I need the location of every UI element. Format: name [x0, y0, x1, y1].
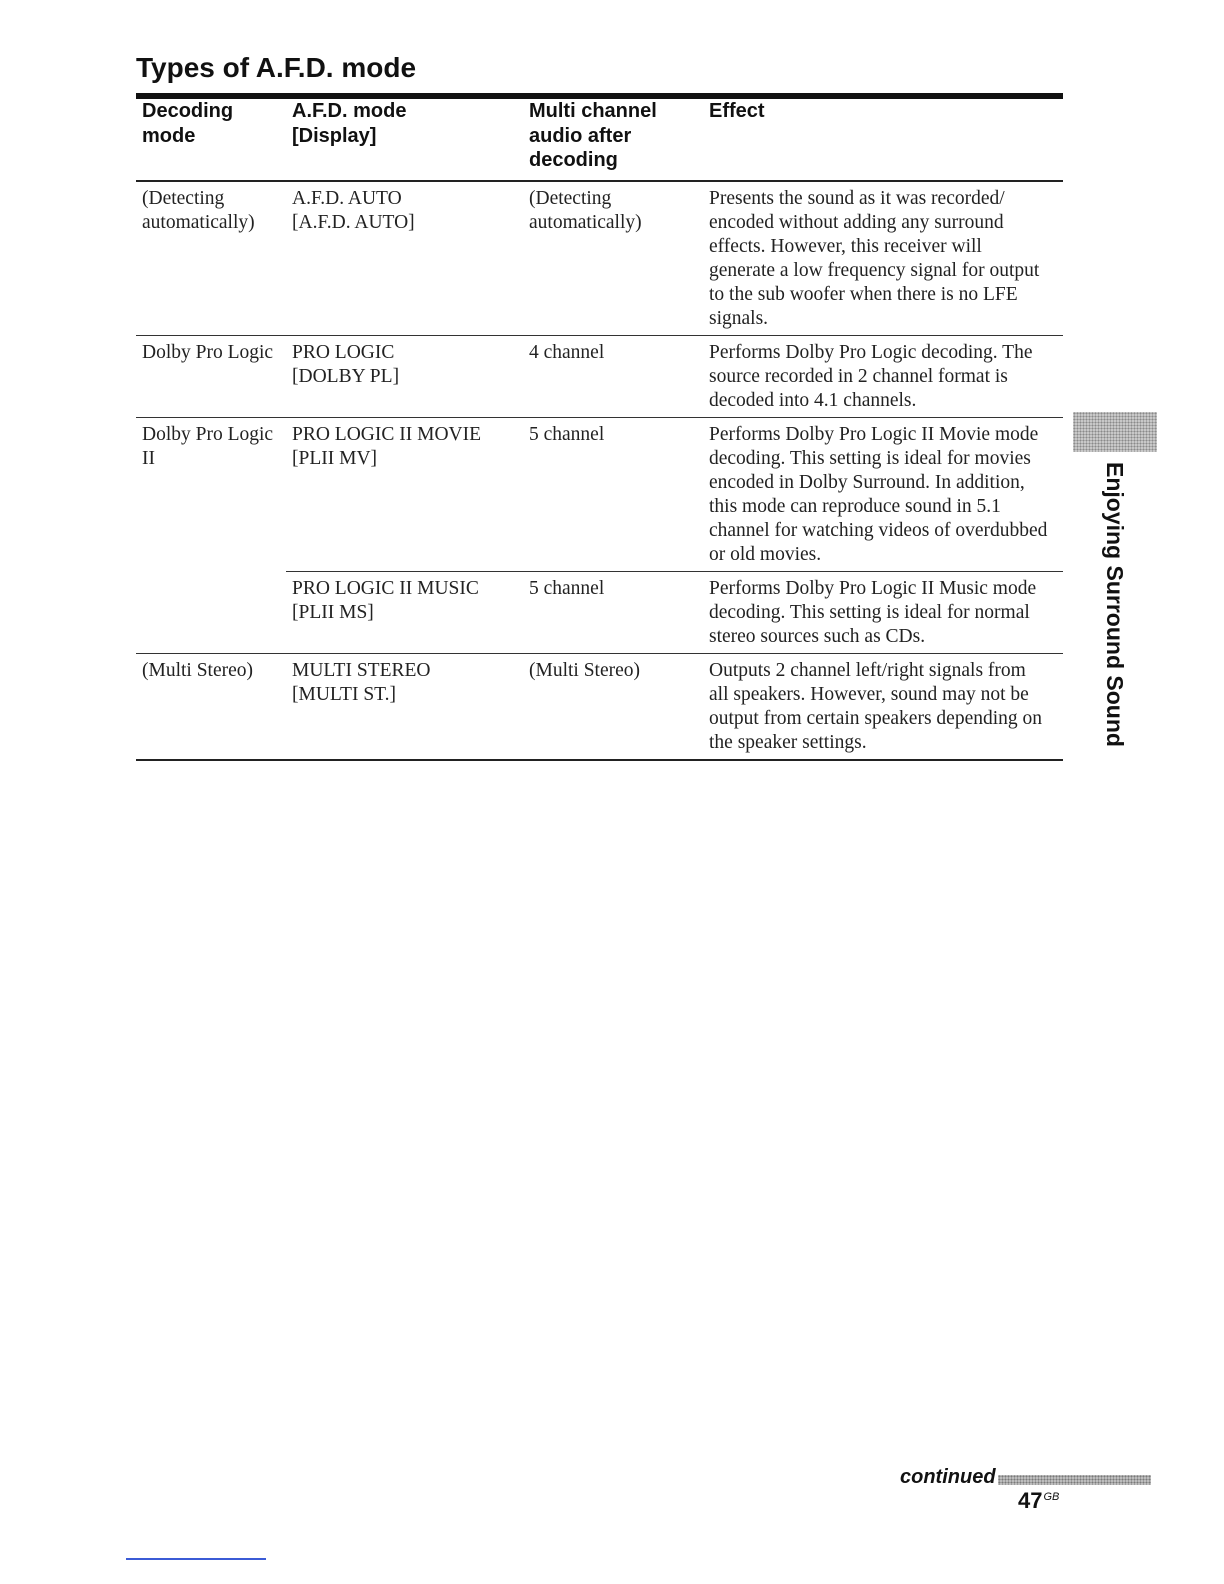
cell-decoding: Dolby Pro Logic [136, 335, 286, 417]
table-header-row [136, 99, 1063, 181]
page-number-value: 47 [1018, 1488, 1043, 1513]
page-number [1018, 1488, 1059, 1514]
header-afd-mode: A.F.D. mode [Display] [286, 99, 523, 181]
table-row [136, 653, 1063, 760]
table-row [136, 181, 1063, 336]
continued-text: continued [900, 1465, 996, 1488]
cell-afd-mode: A.F.D. AUTO [A.F.D. AUTO] [286, 181, 523, 336]
cell-multi-channel: 4 channel [523, 335, 697, 417]
header-multi-channel: Multi channel audio after decoding [523, 99, 697, 181]
side-tab-label: Enjoying Surround Sound [1102, 462, 1128, 747]
continued-bar [998, 1475, 1151, 1485]
cell-multi-channel: (Multi Stereo) [523, 653, 697, 760]
header-decoding-mode: Decoding mode [136, 99, 286, 181]
table-row [136, 417, 1063, 571]
cell-decoding: Dolby Pro Logic II [136, 417, 286, 653]
cell-afd-mode: PRO LOGIC II MOVIE [PLII MV] [286, 417, 523, 571]
side-tab-marker [1073, 412, 1157, 452]
cell-effect: Outputs 2 channel left/right signals from all speakers. However, sound may not be output from certain speakers depending on the speaker settings. [697, 653, 1063, 760]
page-title: Types of A.F.D. mode [136, 52, 417, 83]
cell-effect: Performs Dolby Pro Logic decoding. The source recorded in 2 channel format is decoded into 4.1 channels. [697, 335, 1063, 417]
cell-multi-channel: 5 channel [523, 417, 697, 571]
cell-decoding: (Detecting automatically) [136, 181, 286, 336]
cell-afd-mode: MULTI STEREO [MULTI ST.] [286, 653, 523, 760]
cell-effect: Presents the sound as it was recorded/ encoded without adding any surround effects. However, this receiver will generate a low frequency signal for output to the sub woofer when there is no LFE signals. [697, 181, 1063, 336]
footer-rule [126, 1558, 266, 1560]
header-effect: Effect [697, 99, 1063, 181]
table-row [136, 335, 1063, 417]
cell-afd-mode: PRO LOGIC [DOLBY PL] [286, 335, 523, 417]
cell-multi-channel: 5 channel [523, 571, 697, 653]
cell-decoding: (Multi Stereo) [136, 653, 286, 760]
cell-afd-mode: PRO LOGIC II MUSIC [PLII MS] [286, 571, 523, 653]
cell-effect: Performs Dolby Pro Logic II Music mode decoding. This setting is ideal for normal stereo sources such as CDs. [697, 571, 1063, 653]
cell-multi-channel: (Detecting automatically) [523, 181, 697, 336]
cell-effect: Performs Dolby Pro Logic II Movie mode decoding. This setting is ideal for movies encoded in Dolby Surround. In addition, this mode can reproduce sound in 5.1 channel for watching videos of overdubbed or old movies. [697, 417, 1063, 571]
page-number-suffix: GB [1043, 1490, 1060, 1503]
afd-mode-table [136, 99, 1063, 761]
